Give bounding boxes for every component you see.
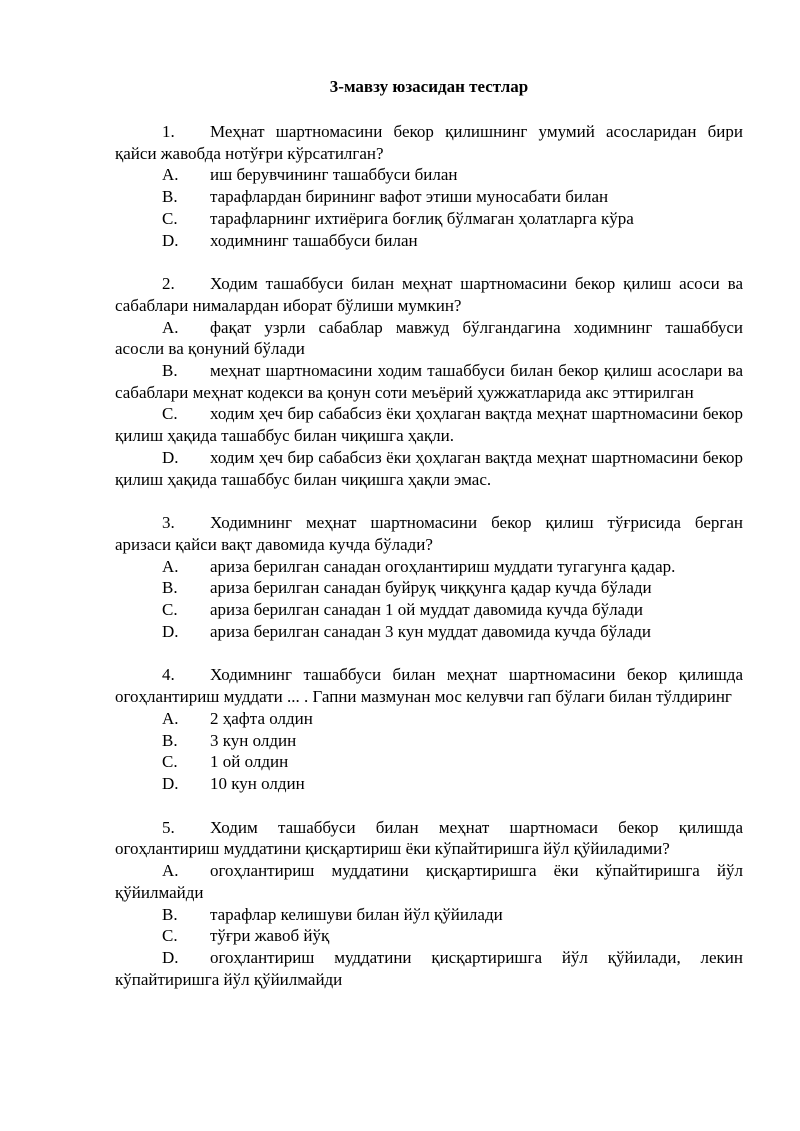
option-letter: D. bbox=[162, 773, 179, 793]
option-text: 10 кун олдин bbox=[210, 773, 305, 793]
option-text: ариза берилган санадан 1 ой муддат давомида кучда бўлади bbox=[210, 600, 643, 620]
option-text: тарафларнинг ихтиёрига боғлиқ бўлмаган ҳолатларга кўра bbox=[210, 208, 634, 228]
option-letter: C. bbox=[162, 208, 178, 228]
option-a bbox=[115, 556, 743, 578]
option-c bbox=[115, 403, 743, 446]
option-letter: B. bbox=[162, 904, 178, 924]
option-text: ходимнинг ташаббуси билан bbox=[210, 230, 418, 250]
option-letter: B. bbox=[162, 361, 178, 381]
option-letter: A. bbox=[162, 165, 179, 185]
option-a bbox=[115, 164, 743, 186]
option-b bbox=[115, 186, 743, 208]
option-c bbox=[115, 208, 743, 230]
question-text: Ходимнинг ташаббуси билан меҳнат шартномасини бекор қилишда огоҳлантириш муддати ... . Гапни мазмунан мос келувчи гап бўлаги билан тўлдиринг bbox=[115, 665, 743, 707]
option-text: меҳнат шартномасини ходим ташаббуси билан бекор қилиш асослари ва сабаблари меҳнат кодекси ва қонун соти меъёрий ҳужжатларида акс эттирилган bbox=[115, 361, 743, 402]
document-title: 3-мавзу юзасидан тестлар bbox=[329, 77, 529, 96]
question-text: Меҳнат шартномасини бекор қилишнинг умумий асосларидан бири қайси жавобда нотўғри кўрсатилган? bbox=[115, 122, 743, 163]
option-b bbox=[115, 730, 743, 752]
option-c bbox=[115, 751, 743, 773]
option-b bbox=[115, 577, 743, 599]
option-a bbox=[115, 860, 743, 903]
option-text: ходим ҳеч бир сабабсиз ёки ҳоҳлаган вақтда меҳнат шартномасини бекор қилиш ҳақида ташаббус билан чиқишга ҳақли эмас. bbox=[115, 447, 743, 489]
option-c bbox=[115, 925, 743, 947]
question-number: 4. bbox=[162, 665, 175, 685]
question-5 bbox=[115, 817, 743, 991]
option-c bbox=[115, 599, 743, 621]
option-text: иш берувчининг ташаббуси билан bbox=[210, 165, 458, 185]
option-text: тарафлар келишуви билан йўл қўйилади bbox=[210, 904, 503, 924]
option-text: 2 ҳафта олдин bbox=[210, 708, 313, 728]
question-number: 2. bbox=[162, 274, 175, 294]
option-d bbox=[115, 621, 743, 643]
option-letter: A. bbox=[162, 861, 179, 881]
question-3 bbox=[115, 512, 743, 642]
option-letter: C. bbox=[162, 404, 178, 424]
question-text: Ходим ташаббуси билан меҳнат шартномаси бекор қилишда огоҳлантириш муддатини қисқартириш ёки кўпайтиришга йўл қўйиладими? bbox=[115, 817, 743, 859]
option-letter: D. bbox=[162, 621, 179, 641]
question-number: 3. bbox=[162, 513, 175, 533]
option-letter: D. bbox=[162, 947, 179, 967]
option-letter: B. bbox=[162, 730, 178, 750]
option-letter: C. bbox=[162, 600, 178, 620]
option-text: огоҳлантириш муддатини қисқартиришга йўл қўйилади, лекин кўпайтиришга йўл қўйилмайди bbox=[115, 947, 743, 989]
option-letter: B. bbox=[162, 578, 178, 598]
option-a bbox=[115, 317, 743, 360]
option-letter: D. bbox=[162, 230, 179, 250]
option-text: ходим ҳеч бир сабабсиз ёки ҳоҳлаган вақтда меҳнат шартномасини бекор қилиш ҳақида ташаббус билан чиқишга ҳақли. bbox=[115, 404, 743, 446]
question-list bbox=[115, 121, 743, 1012]
option-text: фақат узрли сабаблар мавжуд бўлгандагина ходимнинг ташаббуси асосли ва қонуний бўлади bbox=[115, 317, 743, 359]
option-d bbox=[115, 773, 743, 795]
question-number: 1. bbox=[162, 122, 175, 141]
option-text: 1 ой олдин bbox=[210, 752, 289, 772]
option-a bbox=[115, 708, 743, 730]
option-d bbox=[115, 230, 743, 252]
option-text: ариза берилган санадан буйруқ чиққунга қадар кучда бўлади bbox=[210, 578, 652, 598]
option-text: тарафлардан бирининг вафот этиши муносабати билан bbox=[210, 187, 609, 207]
option-text: 3 кун олдин bbox=[210, 730, 297, 750]
option-letter: B. bbox=[162, 187, 178, 207]
option-text: ариза берилган санадан 3 кун муддат давомида кучда бўлади bbox=[210, 621, 651, 641]
option-letter: C. bbox=[162, 926, 178, 946]
question-2 bbox=[115, 273, 743, 490]
question-text: Ходим ташаббуси билан меҳнат шартномасини бекор қилиш асоси ва сабаблари нималардан иборат бўлиши мумкин? bbox=[115, 274, 743, 315]
option-letter: D. bbox=[162, 447, 179, 467]
option-d bbox=[115, 447, 743, 490]
option-b bbox=[115, 360, 743, 403]
option-letter: C. bbox=[162, 752, 178, 772]
option-letter: A. bbox=[162, 317, 179, 337]
option-d bbox=[115, 947, 743, 990]
option-text: ариза берилган санадан огоҳлантириш муддати тугагунга қадар. bbox=[210, 556, 676, 576]
option-text: огоҳлантириш муддатини қисқартиришга ёки кўпайтиришга йўл қўйилмайди bbox=[115, 861, 743, 902]
question-number: 5. bbox=[162, 817, 175, 837]
option-b bbox=[115, 904, 743, 926]
option-text: тўғри жавоб йўқ bbox=[210, 926, 330, 946]
option-letter: A. bbox=[162, 556, 179, 576]
option-letter: A. bbox=[162, 708, 179, 728]
question-4 bbox=[115, 664, 743, 794]
question-1 bbox=[115, 121, 743, 251]
question-text: Ходимнинг меҳнат шартномасини бекор қилиш тўғрисида берган аризаси қайси вақт давомида кучда бўлади? bbox=[115, 513, 743, 554]
